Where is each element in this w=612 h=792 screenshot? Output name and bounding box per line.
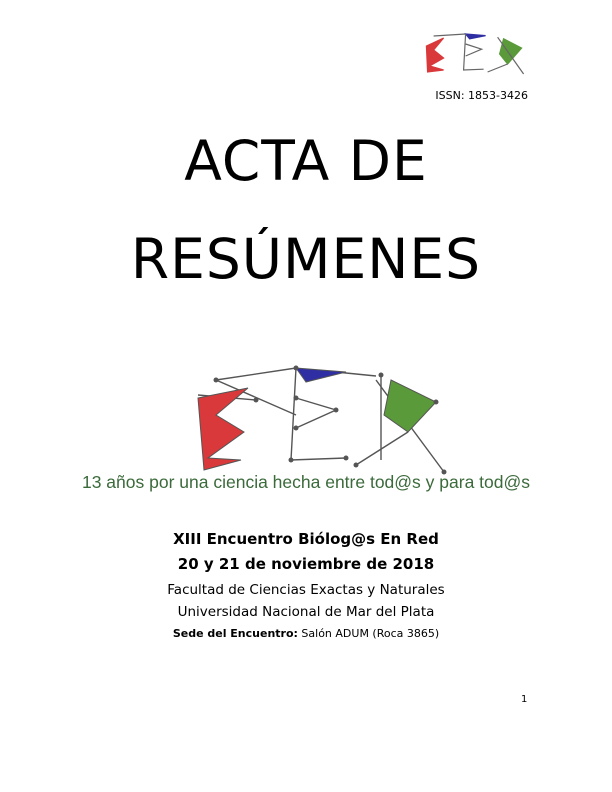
slogan: 13 años por una ciencia hecha entre tod@s y para tod@s — [81, 472, 531, 492]
logo-letter-b — [198, 388, 248, 470]
logo-flag-blue — [296, 368, 346, 382]
ber-logo-small — [418, 30, 530, 76]
page-number: 1 — [521, 694, 528, 705]
event-name: XIII Encuentro Biólog@s En Red — [173, 530, 439, 548]
faculty-name: Facultad de Ciencias Exactas y Naturales — [167, 582, 445, 598]
venue-line — [0, 627, 612, 640]
venue-label: Sede del Encuentro: — [172, 627, 298, 640]
title-line-2: RESÚMENES — [130, 227, 482, 291]
logo-flag-green — [384, 380, 436, 432]
ber-logo-large — [186, 360, 448, 475]
event-dates: 20 y 21 de noviembre de 2018 — [177, 555, 435, 573]
venue-value: Salón ADUM (Roca 3865) — [301, 627, 440, 640]
issn-label: ISSN: 1853-3426 — [435, 89, 528, 102]
university-name: Universidad Nacional de Mar del Plata — [177, 604, 435, 620]
title-line-1: ACTA DE — [184, 129, 428, 193]
